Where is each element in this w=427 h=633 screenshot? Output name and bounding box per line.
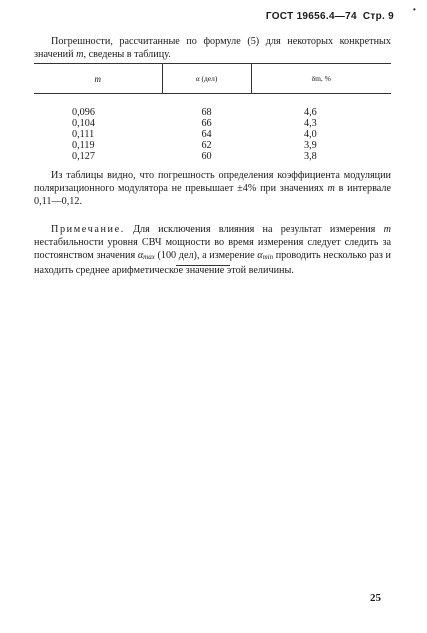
table-row bbox=[34, 140, 391, 151]
section-divider bbox=[176, 265, 230, 266]
page-number: Стр. 9 bbox=[362, 11, 394, 22]
note-text-1: Для исключения влияния на результат измерения bbox=[124, 224, 384, 235]
cell-m: 0,127 bbox=[72, 151, 95, 162]
table-row bbox=[34, 94, 391, 119]
conclusion-text: Из таблицы видно, что погрешность определения коэффициента модуляции поляризационного модулятора не превышает ±4% при значениях bbox=[34, 170, 391, 194]
cell-alpha: 62 bbox=[201, 140, 212, 151]
conclusion-text-end: в интервале 0,11—0,12. bbox=[34, 183, 392, 207]
cell-alpha: 64 bbox=[201, 129, 212, 140]
cell-alpha: 60 bbox=[201, 151, 212, 162]
note-label: Примечание. bbox=[51, 224, 125, 235]
note-paragraph bbox=[34, 223, 391, 277]
cell-delta: 4,0 bbox=[304, 129, 317, 140]
note-text-4: проводить несколько раз и находить среднее арифметическое значение этой величины. bbox=[34, 250, 391, 276]
cell-m: 0,104 bbox=[72, 118, 95, 129]
cell-delta: 4,3 bbox=[304, 118, 317, 129]
cell-m: 0,096 bbox=[72, 107, 95, 118]
alpha-max-subscript: max bbox=[143, 253, 155, 261]
alpha-max-symbol: α bbox=[137, 250, 144, 261]
note-text-2: нестабильности уровня СВЧ мощности во время измерения следует следить за постоянством значения bbox=[34, 237, 391, 261]
folio-number: 25 bbox=[370, 592, 381, 604]
table-row bbox=[34, 118, 391, 129]
page-header bbox=[266, 11, 394, 22]
header-delta: δm, % bbox=[251, 64, 391, 94]
table-row bbox=[34, 129, 391, 140]
cell-delta: 4,6 bbox=[304, 107, 317, 118]
standard-number: ГОСТ 19656.4—74 bbox=[265, 11, 357, 22]
cell-alpha: 66 bbox=[201, 118, 212, 129]
note-variable-m: m bbox=[383, 224, 391, 235]
alpha-min-symbol: α bbox=[257, 250, 263, 261]
table-row bbox=[34, 151, 391, 162]
cell-m: 0,119 bbox=[72, 140, 95, 151]
cell-delta: 3,8 bbox=[304, 151, 317, 162]
corner-mark: • bbox=[413, 5, 416, 14]
conclusion-variable-m: m bbox=[327, 183, 335, 194]
header-alpha: α (дел) bbox=[162, 64, 251, 94]
cell-m: 0,111 bbox=[72, 129, 95, 140]
alpha-min-subscript: min bbox=[262, 253, 274, 261]
note-text-3: (100 дел), а измерение bbox=[154, 250, 258, 261]
header-m: m bbox=[34, 64, 162, 94]
conclusion-paragraph bbox=[34, 169, 391, 208]
intro-text: Погрешности, рассчитанные по формуле (5) для некоторых конкретных значений bbox=[34, 36, 391, 60]
intro-paragraph bbox=[34, 35, 391, 61]
table-header-row bbox=[34, 64, 391, 94]
intro-text-end: , сведены в таблицу. bbox=[83, 49, 171, 60]
cell-alpha: 68 bbox=[201, 107, 212, 118]
error-table bbox=[34, 63, 391, 162]
intro-variable-m: m bbox=[76, 49, 84, 60]
cell-delta: 3,9 bbox=[304, 140, 317, 151]
